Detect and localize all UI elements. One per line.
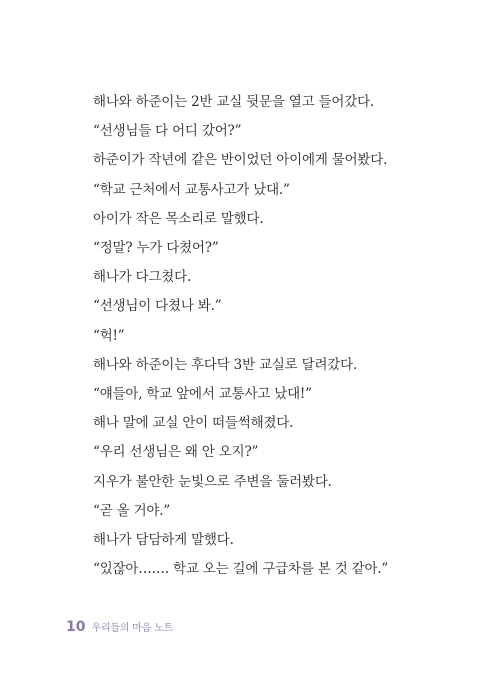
paragraph: 아이가 작은 목소리로 말했다. (93, 210, 264, 227)
story-text (93, 88, 413, 584)
paragraph: 해나 말에 교실 안이 떠들썩해졌다. (93, 415, 294, 432)
paragraph: “정말? 누가 다쳤어?” (93, 240, 219, 257)
paragraph: “선생님이 다쳤나 봐.” (93, 298, 222, 315)
paragraph: 지우가 불안한 눈빛으로 주변을 둘러봤다. (93, 473, 332, 490)
paragraph: “얘들아, 학교 앞에서 교통사고 났대!” (93, 386, 312, 403)
paragraph: 해나와 하준이는 후다닥 3반 교실로 달려갔다. (93, 356, 358, 373)
paragraph: “학교 근처에서 교통사고가 났대.” (93, 181, 290, 198)
paragraph: 해나가 다그쳤다. (93, 269, 192, 286)
paragraph: “우리 선생님은 왜 안 오지?” (93, 444, 259, 461)
page-footer (66, 619, 173, 635)
paragraph: 해나와 하준이는 2반 교실 뒷문을 열고 들어갔다. (93, 94, 375, 110)
paragraph: “있잖아……. 학교 오는 길에 구급차를 본 것 같아.” (93, 561, 389, 578)
paragraph: 해나가 담담하게 말했다. (93, 532, 234, 549)
paragraph: “헉!” (93, 327, 125, 344)
paragraph: 하준이가 작년에 같은 반이었던 아이에게 물어봤다. (93, 152, 388, 169)
paragraph: “곧 올 거야.” (93, 502, 171, 519)
running-title: 우리들의 마음 노트 (91, 623, 174, 634)
paragraph: “선생님들 다 어디 갔어?” (93, 123, 242, 140)
page-number: 10 (66, 619, 86, 635)
